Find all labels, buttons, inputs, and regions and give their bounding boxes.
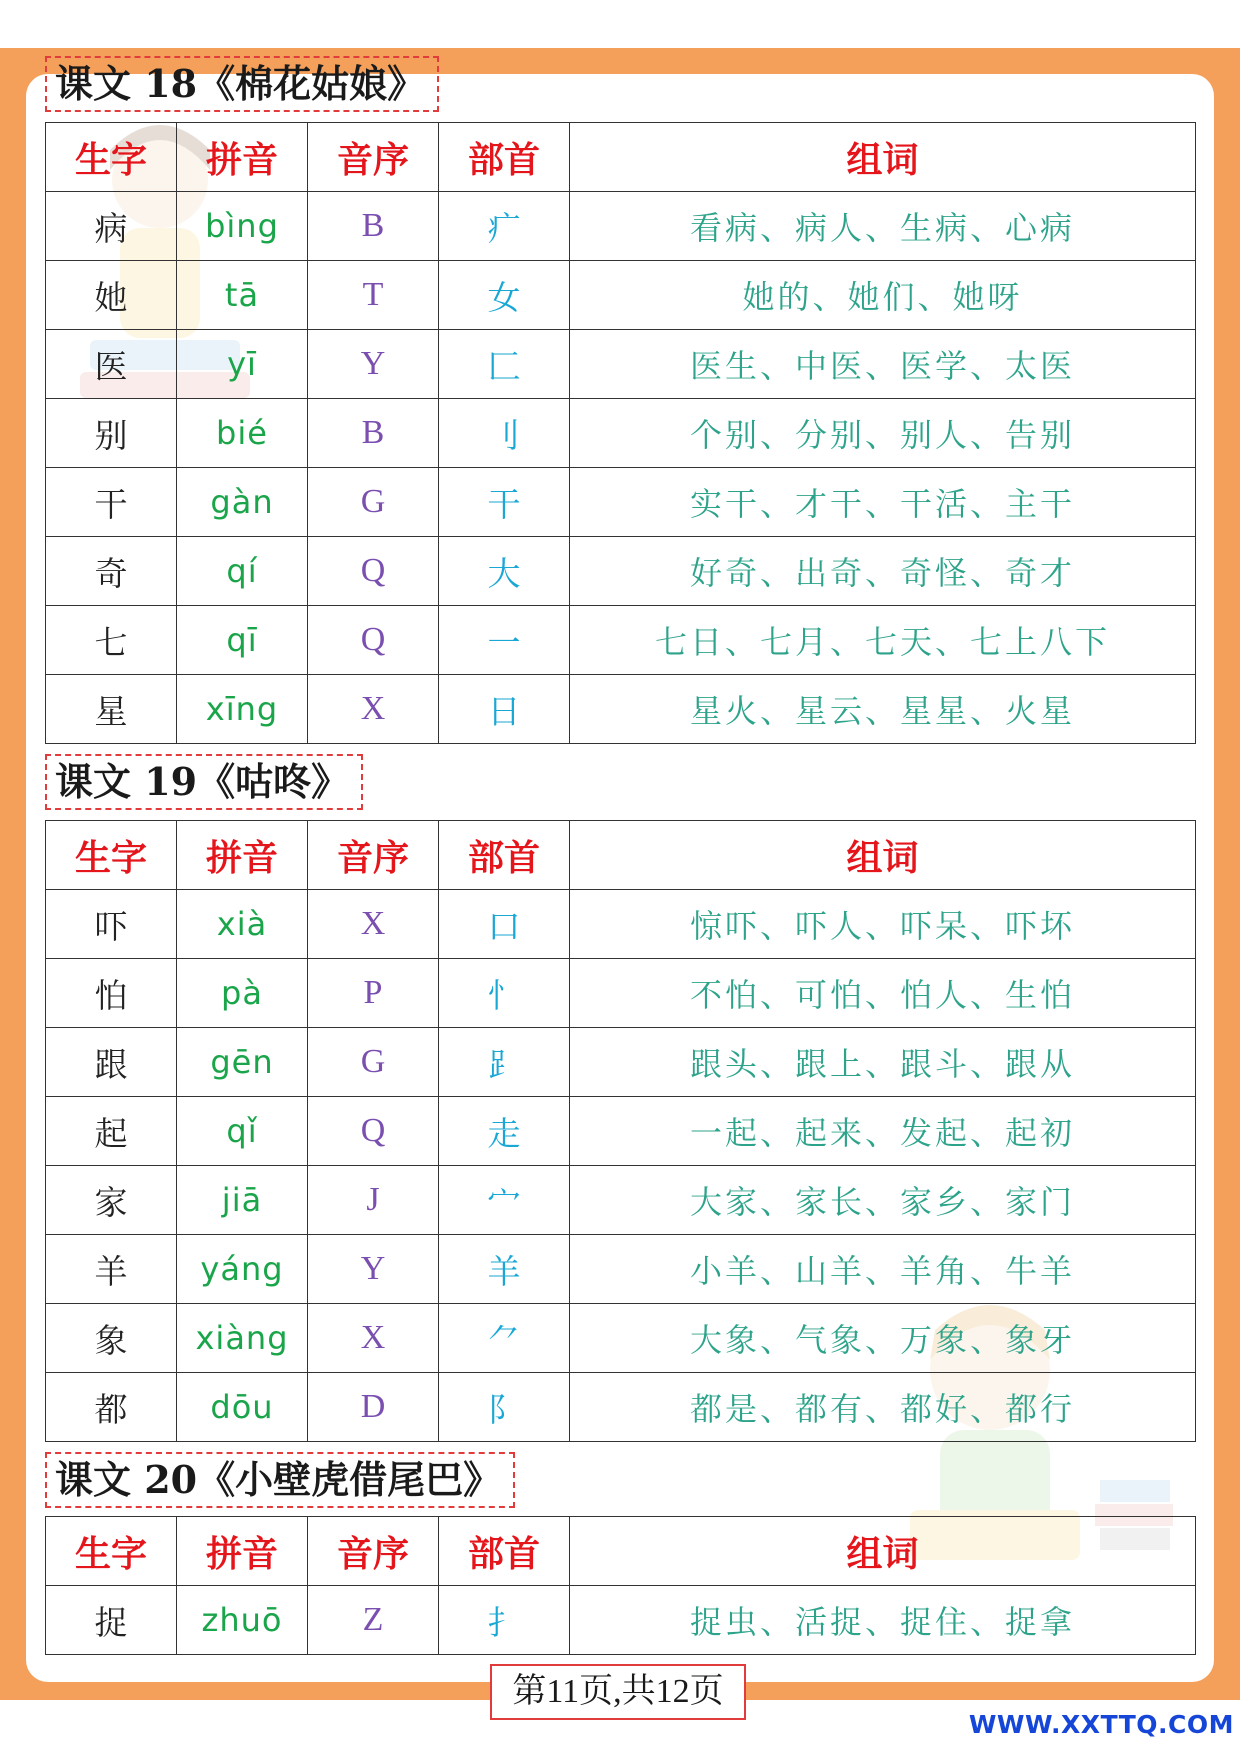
char-cell: 干 (46, 468, 177, 537)
words-cell: 捉虫、活捉、捉住、捉拿 (570, 1586, 1196, 1655)
words-cell: 看病、病人、生病、心病 (570, 192, 1196, 261)
header-seq: 音序 (308, 1517, 439, 1586)
char-cell: 吓 (46, 890, 177, 959)
radical-cell: 走 (439, 1097, 570, 1166)
pinyin-cell: bìng (177, 192, 308, 261)
pinyin-cell: qǐ (177, 1097, 308, 1166)
header-words: 组词 (570, 1517, 1196, 1586)
seq-cell: D (308, 1373, 439, 1442)
words-cell: 个别、分别、别人、告别 (570, 399, 1196, 468)
header-char: 生字 (46, 1517, 177, 1586)
radical-cell: 干 (439, 468, 570, 537)
pinyin-cell: xiàng (177, 1304, 308, 1373)
table-row (46, 1235, 1196, 1304)
header-char: 生字 (46, 123, 177, 192)
header-seq: 音序 (308, 123, 439, 192)
table-row (46, 959, 1196, 1028)
pinyin-cell: bié (177, 399, 308, 468)
char-cell: 羊 (46, 1235, 177, 1304)
char-cell: 起 (46, 1097, 177, 1166)
radical-cell: ⻊ (439, 1028, 570, 1097)
words-cell: 实干、才干、干活、主干 (570, 468, 1196, 537)
pinyin-cell: tā (177, 261, 308, 330)
pinyin-cell: gàn (177, 468, 308, 537)
words-cell: 大象、气象、万象、象牙 (570, 1304, 1196, 1373)
table-row (46, 1028, 1196, 1097)
char-cell: 都 (46, 1373, 177, 1442)
pinyin-cell: jiā (177, 1166, 308, 1235)
table-row (46, 1586, 1196, 1655)
char-cell: 家 (46, 1166, 177, 1235)
char-cell: 跟 (46, 1028, 177, 1097)
char-cell: 别 (46, 399, 177, 468)
table-header-row (46, 123, 1196, 192)
radical-cell: 忄 (439, 959, 570, 1028)
table-header-row (46, 821, 1196, 890)
radical-cell: 匚 (439, 330, 570, 399)
table-row (46, 330, 1196, 399)
char-cell: 怕 (46, 959, 177, 1028)
radical-cell: 大 (439, 537, 570, 606)
pinyin-cell: xīng (177, 675, 308, 744)
seq-cell: Q (308, 1097, 439, 1166)
seq-cell: T (308, 261, 439, 330)
header-radical: 部首 (439, 123, 570, 192)
radical-cell: 日 (439, 675, 570, 744)
table-row (46, 537, 1196, 606)
char-cell: 七 (46, 606, 177, 675)
header-seq: 音序 (308, 821, 439, 890)
seq-cell: Q (308, 537, 439, 606)
words-cell: 跟头、跟上、跟斗、跟从 (570, 1028, 1196, 1097)
words-cell: 医生、中医、医学、太医 (570, 330, 1196, 399)
words-cell: 好奇、出奇、奇怪、奇才 (570, 537, 1196, 606)
pinyin-cell: xià (177, 890, 308, 959)
radical-cell: 扌 (439, 1586, 570, 1655)
table-row (46, 399, 1196, 468)
pinyin-cell: yī (177, 330, 308, 399)
radical-cell: 口 (439, 890, 570, 959)
pinyin-cell: qī (177, 606, 308, 675)
seq-cell: X (308, 890, 439, 959)
radical-cell: 羊 (439, 1235, 570, 1304)
lesson-20-table (45, 1516, 1196, 1655)
seq-cell: G (308, 468, 439, 537)
seq-cell: P (308, 959, 439, 1028)
words-cell: 七日、七月、七天、七上八下 (570, 606, 1196, 675)
radical-cell: 一 (439, 606, 570, 675)
words-cell: 不怕、可怕、怕人、生怕 (570, 959, 1196, 1028)
radical-cell: ⺈ (439, 1304, 570, 1373)
words-cell: 大家、家长、家乡、家门 (570, 1166, 1196, 1235)
table-row (46, 675, 1196, 744)
table-row (46, 606, 1196, 675)
header-words: 组词 (570, 821, 1196, 890)
pinyin-cell: pà (177, 959, 308, 1028)
words-cell: 都是、都有、都好、都行 (570, 1373, 1196, 1442)
table-row (46, 192, 1196, 261)
header-char: 生字 (46, 821, 177, 890)
pinyin-cell: gēn (177, 1028, 308, 1097)
seq-cell: Y (308, 330, 439, 399)
table-header-row (46, 1517, 1196, 1586)
char-cell: 医 (46, 330, 177, 399)
seq-cell: B (308, 399, 439, 468)
seq-cell: Q (308, 606, 439, 675)
lesson-20-title: 课文 20《小壁虎借尾巴》 (45, 1452, 515, 1508)
table-row (46, 261, 1196, 330)
char-cell: 捉 (46, 1586, 177, 1655)
lesson-19-title: 课文 19《咕咚》 (45, 754, 363, 810)
lesson-18-table (45, 122, 1196, 744)
seq-cell: Y (308, 1235, 439, 1304)
seq-cell: J (308, 1166, 439, 1235)
table-row (46, 1304, 1196, 1373)
radical-cell: 女 (439, 261, 570, 330)
seq-cell: B (308, 192, 439, 261)
pinyin-cell: dōu (177, 1373, 308, 1442)
table-row (46, 1097, 1196, 1166)
table-row (46, 1373, 1196, 1442)
words-cell: 小羊、山羊、羊角、牛羊 (570, 1235, 1196, 1304)
char-cell: 象 (46, 1304, 177, 1373)
header-words: 组词 (570, 123, 1196, 192)
header-pinyin: 拼音 (177, 1517, 308, 1586)
char-cell: 星 (46, 675, 177, 744)
words-cell: 她的、她们、她呀 (570, 261, 1196, 330)
seq-cell: Z (308, 1586, 439, 1655)
radical-cell: 宀 (439, 1166, 570, 1235)
header-pinyin: 拼音 (177, 123, 308, 192)
char-cell: 奇 (46, 537, 177, 606)
radical-cell: 疒 (439, 192, 570, 261)
lesson-19-table (45, 820, 1196, 1442)
seq-cell: G (308, 1028, 439, 1097)
words-cell: 星火、星云、星星、火星 (570, 675, 1196, 744)
radical-cell: 阝 (439, 1373, 570, 1442)
words-cell: 惊吓、吓人、吓呆、吓坏 (570, 890, 1196, 959)
table-row (46, 1166, 1196, 1235)
radical-cell: 刂 (439, 399, 570, 468)
header-radical: 部首 (439, 821, 570, 890)
words-cell: 一起、起来、发起、起初 (570, 1097, 1196, 1166)
char-cell: 病 (46, 192, 177, 261)
header-radical: 部首 (439, 1517, 570, 1586)
pinyin-cell: qí (177, 537, 308, 606)
site-watermark: WWW.XXTTQ.COM (968, 1710, 1234, 1739)
seq-cell: X (308, 675, 439, 744)
page-number-label: 第11页,共12页 (490, 1664, 746, 1720)
header-pinyin: 拼音 (177, 821, 308, 890)
lesson-18-title: 课文 18《棉花姑娘》 (45, 56, 439, 112)
seq-cell: X (308, 1304, 439, 1373)
char-cell: 她 (46, 261, 177, 330)
table-row (46, 890, 1196, 959)
pinyin-cell: zhuō (177, 1586, 308, 1655)
table-row (46, 468, 1196, 537)
pinyin-cell: yáng (177, 1235, 308, 1304)
